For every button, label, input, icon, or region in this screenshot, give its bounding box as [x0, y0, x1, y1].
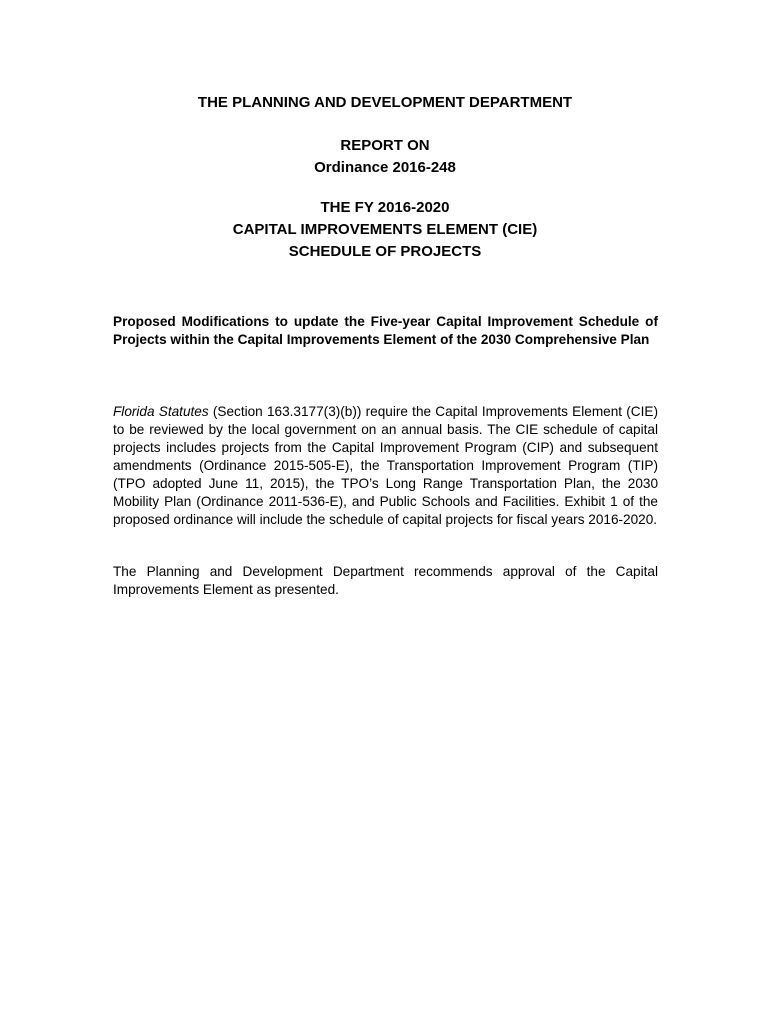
- report-heading: [0, 135, 770, 179]
- recommendation-paragraph: The Planning and Development Department recommends approval of the Capital Improvements Element as presented.: [113, 564, 658, 597]
- report-on-label: REPORT ON: [340, 137, 430, 154]
- statutes-text: (Section 163.3177(3)(b)) require the Capital Improvements Element (CIE) to be reviewed by the local government on an annual basis. The CIE schedule of capital projects includes projects from the Capital Improvement Program (CIP) and subsequent amendments (Ordinance 2015-505-E), the Transportation Improvement Program (TIP)(TPO adopted June 11, 2015), the TPO’s Long Range Transportation Plan, the 2030 Mobility Plan (Ordinance 2011-536-E), and Public Schools and Facilities. Exhibit 1 of the proposed ordinance will include the schedule of capital projects for fiscal years 2016-2020.: [113, 404, 658, 527]
- department-heading: [0, 92, 770, 114]
- florida-statutes-citation: Florida Statutes: [113, 404, 209, 419]
- ordinance-number: Ordinance 2016-248: [314, 159, 456, 176]
- cie-heading: [0, 197, 770, 263]
- department-title: THE PLANNING AND DEVELOPMENT DEPARTMENT: [197, 94, 573, 111]
- statutes-paragraph: [113, 403, 658, 529]
- proposed-modifications-paragraph: Proposed Modifications to update the Five-year Capital Improvement Schedule of Projects within the Capital Improvements Element of the 2030 Comprehensive Plan: [113, 314, 658, 347]
- cie-element-title: CAPITAL IMPROVEMENTS ELEMENT (CIE): [232, 221, 538, 238]
- schedule-title: SCHEDULE OF PROJECTS: [288, 243, 482, 260]
- fiscal-year-title: THE FY 2016-2020: [320, 199, 450, 216]
